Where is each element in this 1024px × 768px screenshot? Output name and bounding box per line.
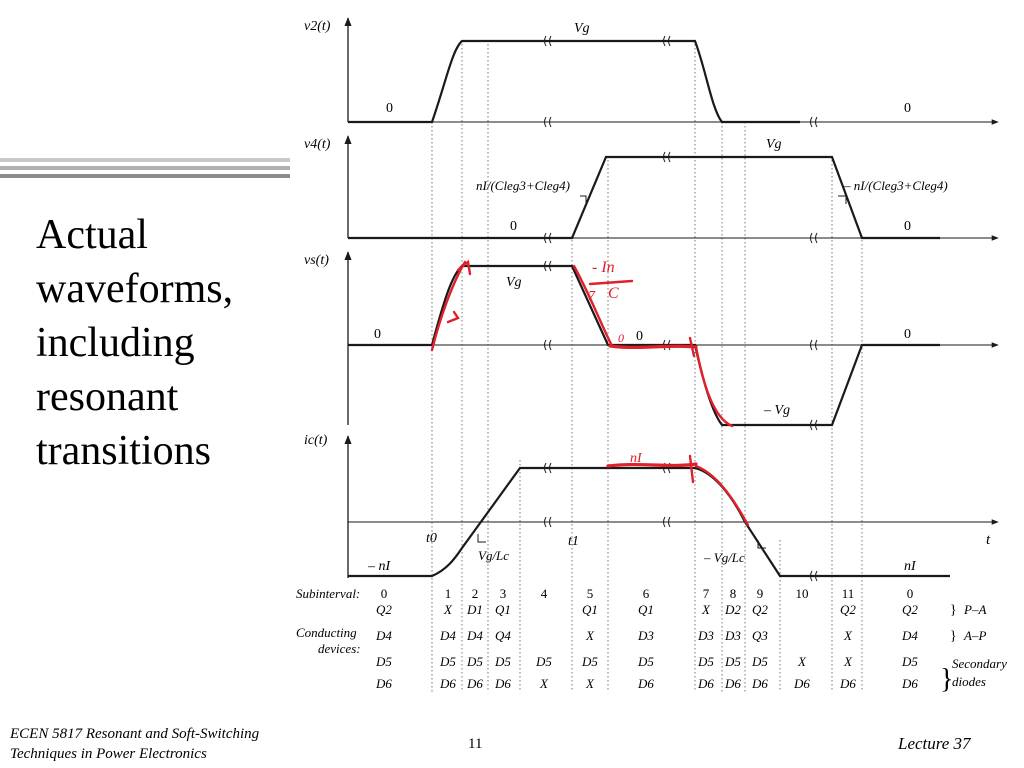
hand-nI-tick	[690, 456, 693, 482]
brace-sec-symbol: }	[940, 664, 954, 695]
axis-breaks	[545, 36, 818, 581]
vs-zero-right: 0	[904, 327, 911, 342]
v4-waveform	[348, 157, 940, 238]
device-cell: D4	[467, 628, 483, 643]
t1-label: t1	[568, 534, 579, 549]
table-cells	[375, 586, 918, 691]
vs-axis-label: vs(t)	[304, 253, 329, 268]
device-cell: X	[844, 628, 852, 643]
device-cell: D5	[698, 654, 714, 669]
hand-rise-arrow	[448, 312, 458, 322]
device-cell: Q4	[495, 628, 511, 643]
hand-bracket: 7	[588, 289, 595, 304]
subinterval-number: 1	[444, 586, 452, 601]
v4-zero-left: 0	[510, 219, 517, 234]
decorative-bar-3	[0, 174, 290, 178]
device-cell: D5	[440, 654, 456, 669]
device-cell: D5	[725, 654, 741, 669]
subinterval-number: 7	[702, 586, 710, 601]
hand-denominator: C	[608, 285, 619, 302]
vs-neg-vg-label: – Vg	[764, 403, 791, 418]
device-cell: D6	[725, 676, 741, 691]
brace-pa-label: P–A	[964, 602, 987, 617]
ic-axis-label: ic(t)	[304, 433, 328, 448]
v2-zero-left: 0	[386, 101, 393, 116]
device-cell: D5	[582, 654, 598, 669]
brace-ap-symbol: }	[950, 629, 957, 644]
device-cell: Q2	[752, 602, 768, 617]
device-cell: D6	[752, 676, 768, 691]
subinterval-number: 9	[756, 586, 764, 601]
title-line: Actual	[36, 212, 148, 258]
subinterval-number: 6	[642, 586, 650, 601]
title-line: waveforms,	[36, 266, 234, 312]
device-cell: Q1	[495, 602, 511, 617]
device-cell: X	[798, 654, 806, 669]
device-cell: D6	[794, 676, 810, 691]
device-cell: X	[444, 602, 452, 617]
device-cell: D5	[638, 654, 654, 669]
vs-plot	[304, 252, 998, 425]
subinterval-number: 8	[729, 586, 737, 601]
device-cell: D5	[752, 654, 768, 669]
device-cell: D2	[725, 602, 741, 617]
page-number: 11	[468, 736, 483, 752]
device-cell: D5	[376, 654, 392, 669]
device-cell: D6	[698, 676, 714, 691]
conducting-label-2: devices:	[318, 641, 361, 656]
ic-rise-slope-label: Vg/Lc	[478, 548, 510, 563]
subinterval-number: 4	[540, 586, 548, 601]
device-cell: D5	[536, 654, 552, 669]
footer-course-line2: Techniques in Power Electronics	[10, 746, 207, 762]
vs-zero-mid: 0	[636, 329, 643, 344]
device-cell: X	[702, 602, 710, 617]
device-cell: X	[586, 676, 594, 691]
footer-course-line1: ECEN 5817 Resonant and Soft-Switching	[10, 726, 260, 742]
hand-nI: nI	[630, 451, 642, 466]
brace-sec-label-1: Secondary	[952, 656, 1007, 671]
device-cell: D5	[902, 654, 918, 669]
vs-vg-label: Vg	[506, 275, 522, 290]
v4-plot	[304, 136, 998, 238]
device-cell: D6	[440, 676, 456, 691]
device-cell: D5	[495, 654, 511, 669]
device-cell: Q2	[902, 602, 918, 617]
ic-plot	[304, 433, 998, 578]
device-cell: D6	[376, 676, 392, 691]
subinterval-number: 5	[586, 586, 594, 601]
device-cell: Q1	[638, 602, 654, 617]
hand-nI-trace	[608, 464, 696, 466]
hand-fall2-trace	[696, 347, 732, 426]
hand-numerator: - In	[592, 259, 615, 276]
conducting-devices-table	[296, 586, 1007, 695]
device-cell: D4	[376, 628, 392, 643]
ic-fall-slope-label: – Vg/Lc	[704, 550, 745, 565]
t0-label: t0	[426, 531, 437, 546]
subinterval-label: Subinterval:	[296, 586, 361, 601]
brace-sec-label-2: diodes	[952, 674, 986, 689]
device-cell: Q2	[840, 602, 856, 617]
conducting-label-1: Conducting	[296, 625, 357, 640]
brace-pa-symbol: }	[950, 603, 957, 618]
hand-fraction-bar	[590, 281, 632, 284]
device-cell: D3	[698, 628, 714, 643]
device-cell: Q2	[376, 602, 392, 617]
v4-zero-right: 0	[904, 219, 911, 234]
slide-title	[36, 208, 276, 478]
ic-neg-nI-label: – nI	[368, 559, 391, 574]
v4-fall-slope-label: – nI/(Cleg3+Cleg4)	[844, 178, 948, 193]
decorative-bar-2	[0, 166, 290, 170]
subinterval-number: 3	[499, 586, 507, 601]
hand-zero-trace	[610, 346, 696, 347]
subinterval-number: 2	[471, 586, 479, 601]
hand-fall-trace	[574, 266, 612, 346]
subinterval-number: 10	[795, 586, 809, 601]
subinterval-number: 0	[906, 586, 914, 601]
v2-plot	[304, 18, 998, 122]
v2-axis-label: v2(t)	[304, 19, 331, 34]
brace-ap-label: A–P	[964, 628, 987, 643]
v4-vg-label: Vg	[766, 137, 782, 152]
device-cell: D6	[495, 676, 511, 691]
time-axis-label: t	[986, 532, 991, 548]
hand-zero: 0	[618, 331, 624, 345]
device-cell: X	[540, 676, 548, 691]
v2-waveform	[348, 41, 800, 122]
subinterval-number: 11	[841, 586, 855, 601]
handwritten-text	[588, 259, 643, 466]
device-cell: X	[586, 628, 594, 643]
device-cell: D6	[840, 676, 856, 691]
device-cell: D6	[638, 676, 654, 691]
device-cell: X	[844, 654, 852, 669]
subinterval-number: 0	[380, 586, 388, 601]
device-cell: D3	[638, 628, 654, 643]
device-cell: D1	[467, 602, 483, 617]
v2-vg-label: Vg	[574, 21, 590, 36]
v4-axis-label: v4(t)	[304, 137, 331, 152]
hand-rise-trace	[432, 262, 465, 350]
ic-nI-label: nI	[904, 559, 916, 574]
waveform-figure	[290, 10, 1024, 700]
footer-lecture: Lecture 37	[898, 734, 971, 753]
device-cell: Q3	[752, 628, 768, 643]
decorative-bar-1	[0, 158, 290, 162]
device-cell: D3	[725, 628, 741, 643]
title-line: including	[36, 320, 195, 366]
vs-zero-left: 0	[374, 327, 381, 342]
title-line: resonant	[36, 374, 179, 420]
v4-rise-slope-label: nI/(Cleg3+Cleg4)	[476, 178, 570, 193]
footer-course	[10, 724, 259, 764]
device-cell: D4	[902, 628, 918, 643]
device-cell: D6	[902, 676, 918, 691]
device-cell: D4	[440, 628, 456, 643]
device-cell: Q1	[582, 602, 598, 617]
device-cell: D5	[467, 654, 483, 669]
title-line: transitions	[36, 428, 211, 474]
v2-zero-right: 0	[904, 101, 911, 116]
device-cell: D6	[467, 676, 483, 691]
